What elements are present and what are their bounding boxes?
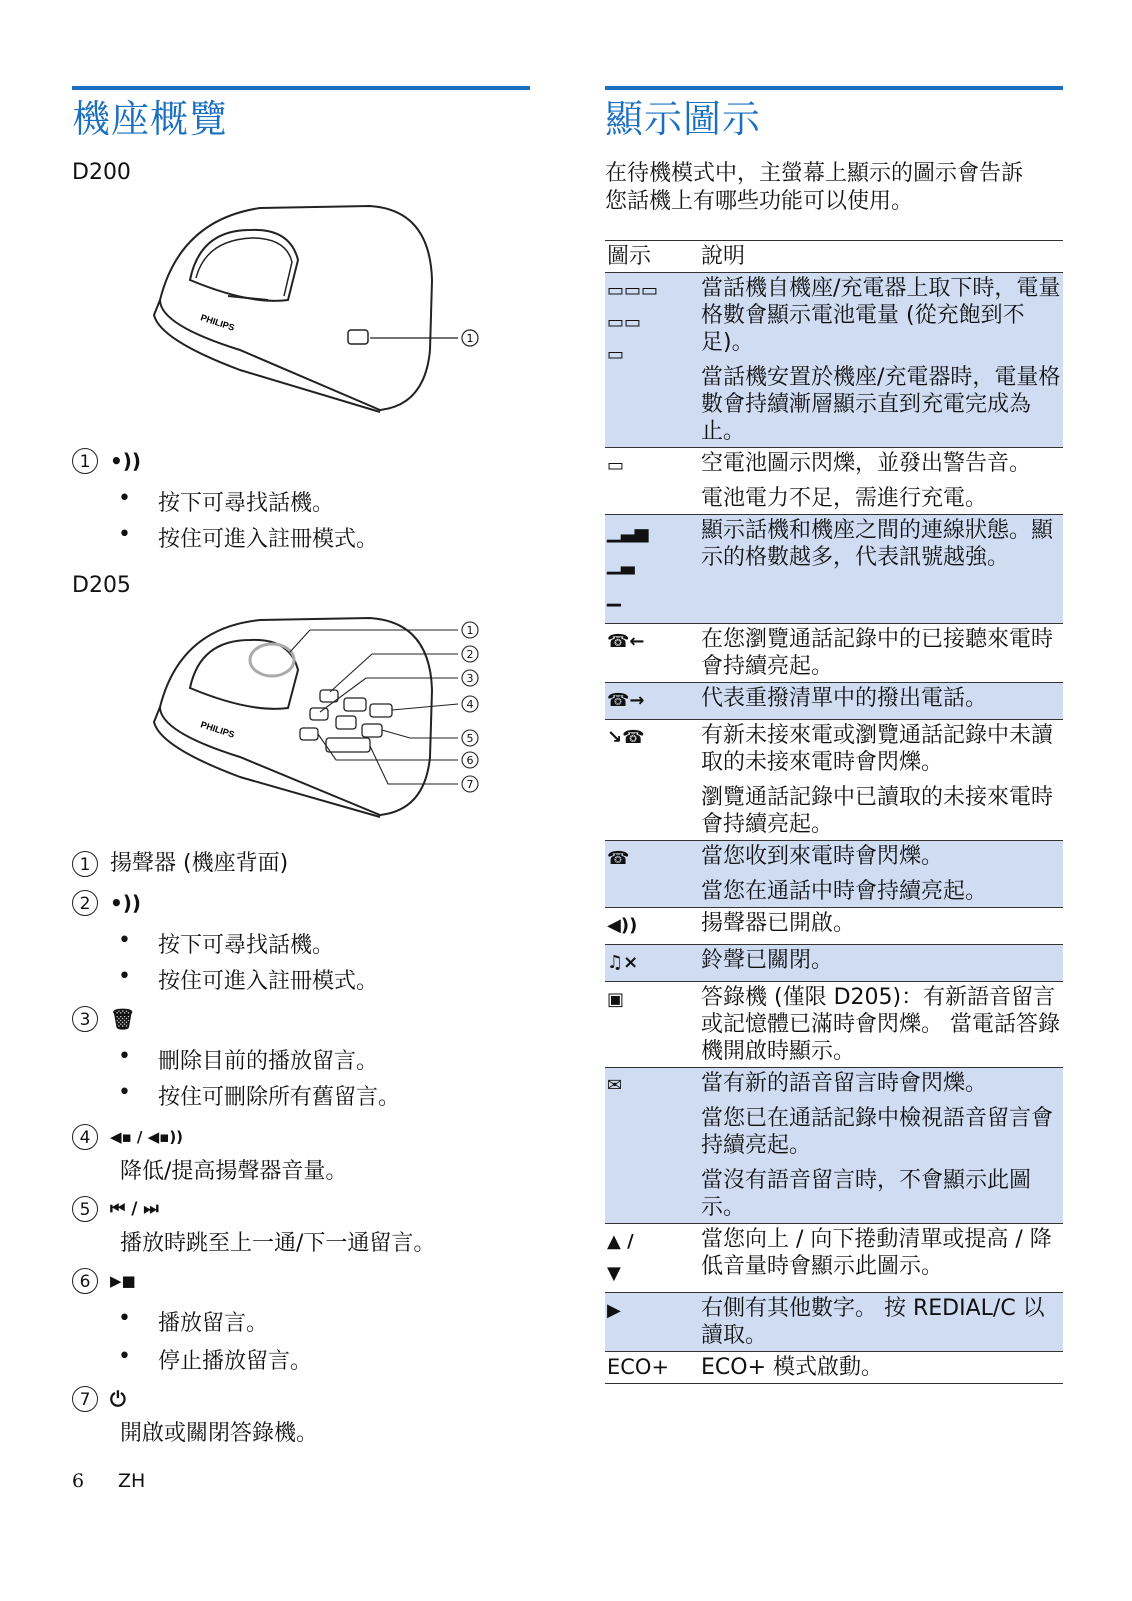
call-missed-icon: ↘☎ <box>607 727 645 748</box>
item-number: 1 <box>72 448 98 474</box>
item-label: 揚聲器 (機座背面) <box>110 851 289 876</box>
arrow-down-icon: ▼ <box>607 1263 621 1284</box>
intro-text: 在待機模式中，主螢幕上顯示的圖示會告訴您話機上有哪些功能可以使用。 <box>605 161 1024 214</box>
answering-machine-icon: ▣ <box>607 989 625 1010</box>
brand-logo: PHILIPS <box>199 719 236 740</box>
right-column <box>605 86 1063 142</box>
bullet-item: • 按下可尋找話機。 <box>120 486 334 517</box>
signal-strong-icon: ▁▃▅ <box>607 522 649 543</box>
table-row: ▭▭▭ ▭▭ ▭ 當話機自機座/充電器上取下時，電量格數會顯示電池電量 (從充飽到不足)。 當話機安置於機座/充電器時，電量格數會持續漸層顯示直到充電完成為止。 <box>605 273 1063 448</box>
callout-3: 3 <box>466 672 474 685</box>
bullet-item: • 按下可尋找話機。 <box>120 928 334 959</box>
item-number: 6 <box>72 1268 98 1294</box>
power-icon: ⏻ <box>110 1387 126 1411</box>
battery-empty-icon: ▭ <box>607 455 625 476</box>
d200-base-illustration <box>140 200 500 420</box>
table-row: ☎ 當您收到來電時會閃爍。 當您在通話中時會持續亮起。 <box>605 841 1063 908</box>
item-number: 3 <box>72 1006 98 1032</box>
language-code: ZH <box>118 1470 146 1492</box>
eco-label: ECO+ <box>605 1352 701 1384</box>
item-number: 1 <box>72 851 98 877</box>
table-row: ✉ 當有新的語音留言時會閃爍。 當您已在通話記錄中檢視語音留言會持續亮起。 當沒有語音留言時，不會顯示此圖示。 <box>605 1068 1063 1224</box>
table-row: ECO+ ECO+ 模式啟動。 <box>605 1352 1063 1384</box>
trash-icon: 🗑 <box>110 1007 136 1031</box>
table-row: ▶ 右側有其他數字。 按 REDIAL/C 以讀取。 <box>605 1293 1063 1352</box>
d200-item-1 <box>72 448 512 474</box>
d205-item-2 <box>72 890 512 916</box>
callout-4: 4 <box>466 698 474 711</box>
paging-icon: •)) <box>110 449 142 473</box>
item-number: 4 <box>72 1124 98 1150</box>
ringer-off-icon: ♫× <box>607 952 639 973</box>
paging-icon: •)) <box>110 891 142 915</box>
table-row: ☎→ 代表重撥清單中的撥出電話。 <box>605 683 1063 720</box>
page-number: 6 <box>72 1470 85 1492</box>
bullet-item: • 按住可進入註冊模式。 <box>120 522 378 553</box>
signal-weak-icon: ▁ <box>607 586 621 607</box>
table-row: ◀)) 揚聲器已開啟。 <box>605 908 1063 945</box>
paging-button <box>348 330 368 344</box>
phone-icon: ☎ <box>607 848 630 869</box>
callout-6: 6 <box>466 754 474 767</box>
section-title-icons: 顯示圖示 <box>605 97 762 141</box>
model-label-d205: D205 <box>72 573 131 598</box>
battery-low-icon: ▭ <box>607 344 625 365</box>
table-row: ♫× 鈴聲已關閉。 <box>605 945 1063 982</box>
d205-item-7 <box>72 1386 512 1412</box>
d205-item-4 <box>72 1124 512 1150</box>
section-rule <box>605 86 1063 90</box>
item-description: 開啟或關閉答錄機。 <box>120 1421 319 1446</box>
callout-1: 1 <box>466 332 474 345</box>
item-number: 7 <box>72 1386 98 1412</box>
icon-table <box>605 240 1063 1384</box>
table-row: ☎← 在您瀏覽通話記錄中的已接聽來電時會持續亮起。 <box>605 624 1063 683</box>
table-header <box>605 241 1063 273</box>
item-description: 播放時跳至上一通/下一通留言。 <box>120 1231 436 1256</box>
table-row: ▁▃▅ ▁▃ ▁ 顯示話機和機座之間的連線狀態。顯示的格數越多，代表訊號越強。 <box>605 515 1063 624</box>
bullet-item: • 按住可刪除所有舊留言。 <box>120 1080 400 1111</box>
bullet-item: • 按住可進入註冊模式。 <box>120 964 378 995</box>
skip-icon: ⏮ / ⏭ <box>110 1199 159 1219</box>
section-rule <box>72 86 530 90</box>
callout-5: 5 <box>466 732 474 745</box>
left-column <box>72 86 530 142</box>
bullet-item: • 刪除目前的播放留言。 <box>120 1044 378 1075</box>
table-row: ▭ 空電池圖示閃爍，並發出警告音。 電池電力不足，需進行充電。 <box>605 448 1063 515</box>
volume-icon: ◀▪ / ◀▪)) <box>110 1128 184 1146</box>
play-stop-icon: ▶■ <box>110 1272 136 1290</box>
d205-base-illustration <box>140 612 500 822</box>
callout-7: 7 <box>466 778 474 791</box>
call-received-icon: ☎← <box>607 631 645 652</box>
signal-medium-icon: ▁▃ <box>607 554 635 575</box>
table-row: ▣ 答錄機 (僅限 D205)：有新語音留言或記憶體已滿時會閃爍。 當電話答錄機開啟時顯示。 <box>605 982 1063 1068</box>
bullet-item: • 播放留言。 <box>120 1306 268 1337</box>
header-desc: 說明 <box>701 241 1063 273</box>
d205-item-3 <box>72 1006 512 1032</box>
section-title-base: 機座概覽 <box>72 97 229 141</box>
battery-half-icon: ▭▭ <box>607 312 642 333</box>
bullet-item: • 停止播放留言。 <box>120 1344 312 1375</box>
table-row: ▲ / ▼ 當您向上 / 向下捲動清單或提高 / 降低音量時會顯示此圖示。 <box>605 1224 1063 1293</box>
callout-2: 2 <box>466 648 474 661</box>
call-dialed-icon: ☎→ <box>607 690 645 711</box>
table-row: ↘☎ 有新未接來電或瀏覽通話記錄中未讀取的未接來電時會閃爍。 瀏覽通話記錄中已讀取的未接來電時會持續亮起。 <box>605 720 1063 841</box>
brand-logo: PHILIPS <box>199 312 236 333</box>
battery-full-icon: ▭▭▭ <box>607 280 659 301</box>
header-icon: 圖示 <box>605 241 701 273</box>
item-number: 2 <box>72 890 98 916</box>
arrow-up-icon: ▲ / <box>607 1231 634 1252</box>
speaker-icon: ◀)) <box>607 915 638 936</box>
item-number: 5 <box>72 1196 98 1222</box>
callout-1: 1 <box>466 624 474 637</box>
envelope-icon: ✉ <box>607 1075 623 1096</box>
d205-item-1 <box>72 846 512 877</box>
more-digits-icon: ▶ <box>607 1300 621 1321</box>
d205-item-5 <box>72 1196 512 1222</box>
d205-item-6 <box>72 1268 512 1294</box>
item-description: 降低/提高揚聲器音量。 <box>120 1159 348 1184</box>
model-label-d200: D200 <box>72 160 131 185</box>
